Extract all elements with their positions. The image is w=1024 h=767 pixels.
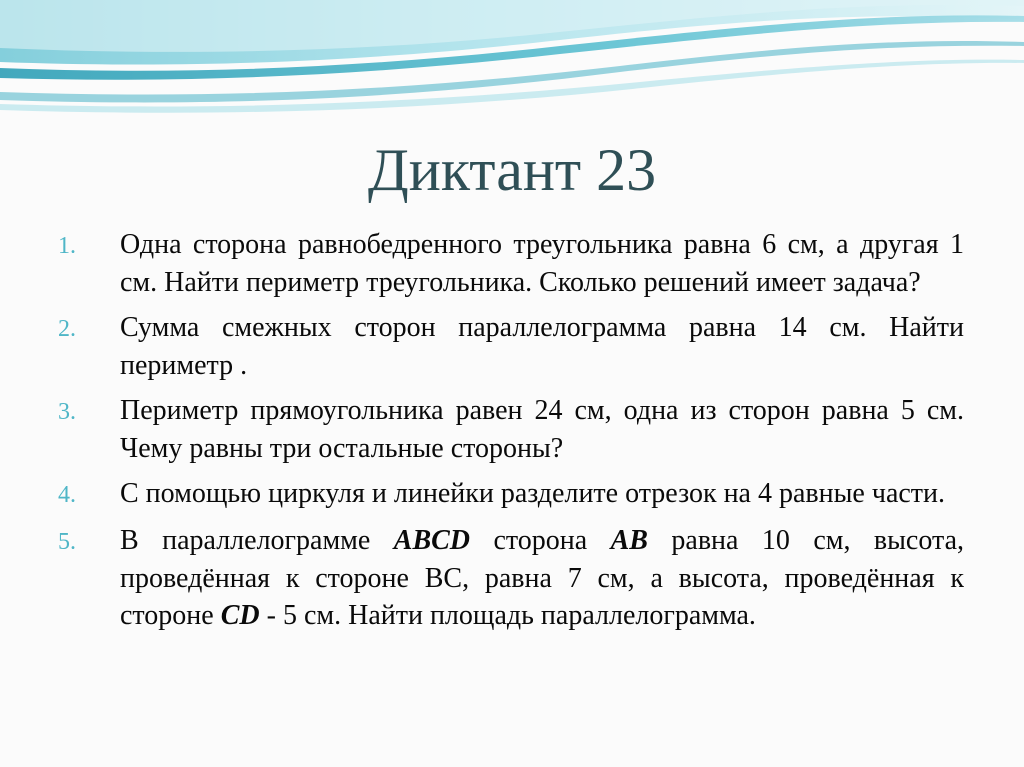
list-item-text: Сумма смежных сторон параллелограмма равна 14 см. Найти периметр . [120,312,964,381]
list-number: 3. [58,399,76,425]
list-item [58,475,964,514]
slide-title: Диктант 23 [367,137,657,203]
text-segment: - 5 см. Найти площадь параллелограмма. [259,600,756,631]
text-segment: равна 10 см, высота, проведённая к стороне ВС, равна 7 см, а высота, проведённая к стороне [120,525,964,631]
list-number: 2. [58,316,76,342]
text-segment: сторона [470,525,611,556]
list-item-text: С помощью циркуля и линейки разделите отрезок на 4 равные части. [120,478,946,509]
text-segment: В параллелограмме [120,525,394,556]
list-item [58,522,964,635]
list-item-text [120,522,964,635]
figure-label-abcd: ABCD [393,525,471,556]
list-item [58,226,964,301]
figure-label-ab: AB [610,525,648,556]
figure-label-cd: CD [220,600,260,631]
list-number: 4. [58,482,76,508]
task-list [58,226,964,643]
list-item [58,309,964,384]
wave-header-decoration [0,0,1024,130]
list-number: 1. [58,233,76,259]
list-item-text: Одна сторона равнобедренного треугольника равна 6 см, а другая 1 см. Найти периметр треугольника. Сколько решений имеет задача? [120,229,964,298]
list-item-text: Периметр прямоугольника равен 24 см, одна из сторон равна 5 см. Чему равны три остальные стороны? [120,395,964,464]
list-item [58,392,964,467]
list-number: 5. [58,529,76,555]
